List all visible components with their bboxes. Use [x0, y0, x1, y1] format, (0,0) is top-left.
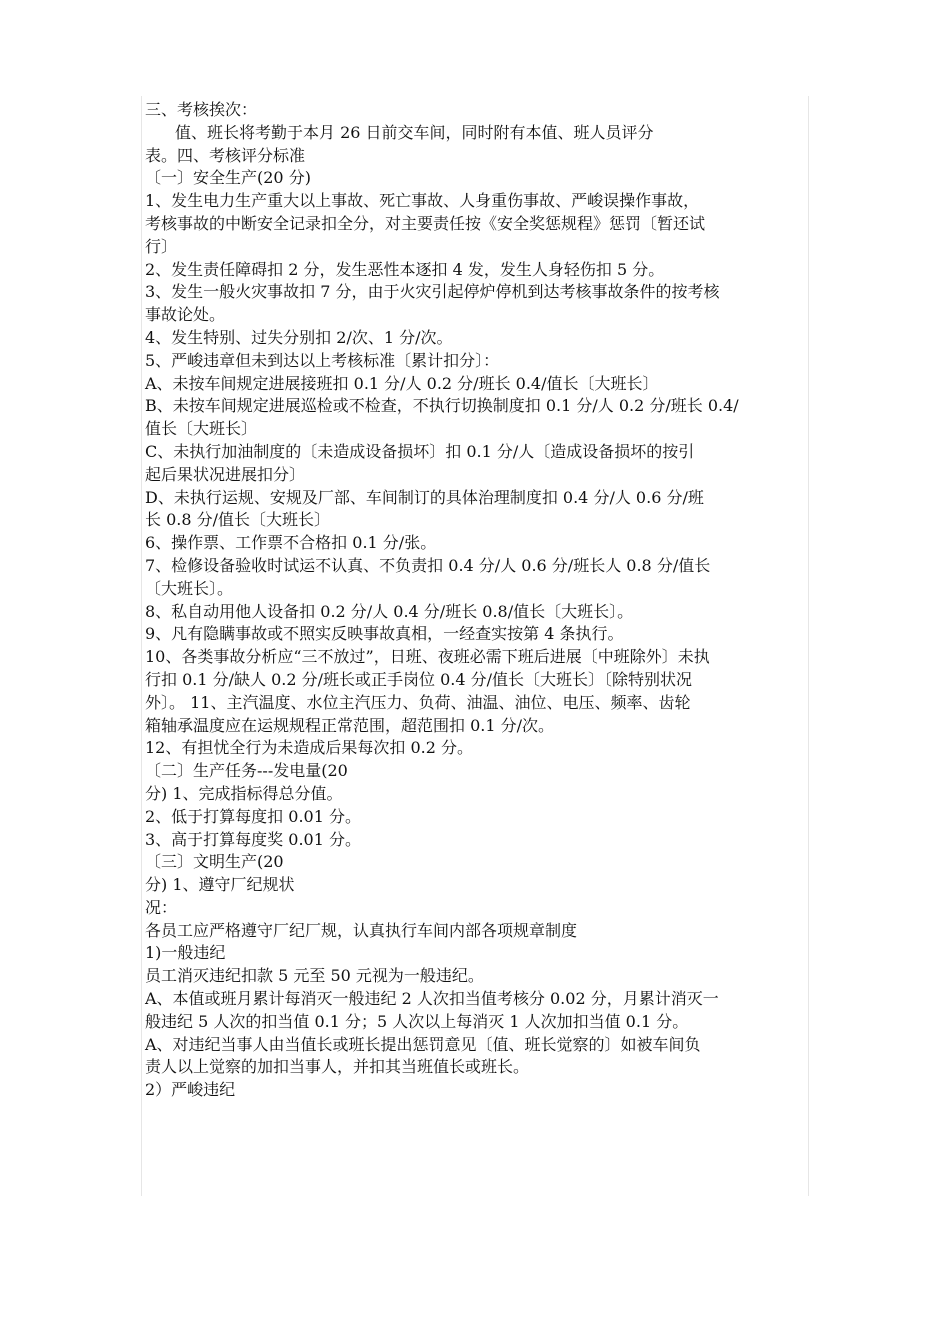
- text-line: 10、各类事故分析应“三不放过”，日班、夜班必需下班后进展〔中班除外〕未执: [145, 647, 710, 667]
- text-line: 般违纪 5 人次的扣当值 0.1 分；5 人次以上每消灭 1 人次加扣当值 0.1 分。: [145, 1011, 689, 1031]
- text-line: 箱轴承温度应在运规规程正常范围，超范围扣 0.1 分/次。: [145, 715, 555, 735]
- text-line: 况：: [145, 897, 178, 917]
- text-line: 3、发生一般火灾事故扣 7 分，由于火灾引起停炉停机到达考核事故条件的按考核: [145, 282, 720, 302]
- text-line: A、对违纪当事人由当值长或班长提出惩罚意见〔值、班长觉察的〕如被车间负: [145, 1034, 701, 1054]
- text-line: 分) 1、完成指标得总分值。: [145, 783, 343, 803]
- text-line: 责人以上觉察的加扣当事人，并扣其当班值长或班长。: [145, 1057, 530, 1077]
- text-line: 长 0.8 分/值长〔大班长〕: [145, 510, 331, 530]
- document-body: [145, 99, 820, 1102]
- text-line: 值长〔大班长〕: [145, 419, 258, 439]
- text-line: 分) 1、遵守厂纪规状: [145, 875, 295, 895]
- text-line: A、未按车间规定进展接班扣 0.1 分/人 0.2 分/班长 0.4/值长〔大班长〕: [145, 373, 659, 393]
- section-heading: 表。四、考核评分标准: [145, 145, 306, 165]
- text-line: 3、高于打算每度奖 0.01 分。: [145, 829, 361, 849]
- text-line: 事故论处。: [145, 305, 226, 325]
- text-line: 各员工应严格遵守厂纪厂规，认真执行车间内部各项规章制度: [145, 920, 578, 940]
- text-line: 2）严峻违纪: [145, 1080, 236, 1100]
- left-margin-rule: [141, 96, 142, 1196]
- text-line: 外〕。 11、主汽温度、水位主汽压力、负荷、油温、油位、电压、频率、齿轮: [145, 692, 691, 712]
- text-line: 4、发生特别、过失分别扣 2/次、1 分/次。: [145, 327, 453, 347]
- section-heading: 三、考核挨次：: [145, 100, 258, 119]
- text-line: 起后果状况进展扣分〕: [145, 464, 306, 484]
- text-line: A、本值或班月累计每消灭一般违纪 2 人次扣当值考核分 0.02 分，月累计消灭一: [145, 989, 719, 1009]
- text-line: 值、班长将考勤于本月 26 日前交车间，同时附有本值、班人员评分: [175, 122, 654, 142]
- subsection-heading: 〔一〕安全生产(20 分): [145, 168, 311, 188]
- text-line: 1)一般违纪: [145, 943, 226, 963]
- text-line: D、未执行运规、安规及厂部、车间制订的具体治理制度扣 0.4 分/人 0.6 分/班: [145, 487, 704, 507]
- text-line: 8、私自动用他人设备扣 0.2 分/人 0.4 分/班长 0.8/值长〔大班长〕。: [145, 601, 634, 621]
- text-line: 行扣 0.1 分/缺人 0.2 分/班长或正手岗位 0.4 分/值长〔大班长〕〔除特别状况: [145, 669, 693, 689]
- subsection-heading: 〔二〕生产任务---发电量(20: [145, 761, 348, 781]
- text-line: 7、检修设备验收时试运不认真、不负责扣 0.4 分/人 0.6 分/班长人 0.8 分/值长: [145, 555, 711, 575]
- text-line: 员工消灭违纪扣款 5 元至 50 元视为一般违纪。: [145, 966, 484, 986]
- text-line: 〔大班长〕。: [145, 578, 234, 598]
- text-line: 考核事故的中断安全记录扣全分，对主要责任按《安全奖惩规程》惩罚〔暂还试: [145, 213, 706, 233]
- text-line: 1、发生电力生产重大以上事故、死亡事故、人身重伤事故、严峻误操作事故，: [145, 191, 700, 211]
- text-line: 12、有担忧全行为未造成后果每次扣 0.2 分。: [145, 738, 473, 758]
- text-line: C、未执行加油制度的〔未造成设备损坏〕扣 0.1 分/人〔造成设备损坏的按引: [145, 441, 695, 461]
- text-line: 2、发生责任障碍扣 2 分，发生恶性本逐扣 4 发，发生人身轻伤扣 5 分。: [145, 259, 665, 279]
- text-line: 9、凡有隐瞒事故或不照实反映事故真相，一经查实按第 4 条执行。: [145, 624, 624, 644]
- text-line: B、未按车间规定进展巡检或不检查，不执行切换制度扣 0.1 分/人 0.2 分/班长 0.4/: [145, 396, 739, 416]
- text-line: 2、低于打算每度扣 0.01 分。: [145, 806, 361, 826]
- text-line: 行〕: [145, 236, 178, 256]
- subsection-heading: 〔三〕文明生产(20: [145, 852, 284, 872]
- text-line: 5、严峻违章但未到达以上考核标准〔累计扣分〕：: [145, 350, 500, 370]
- text-line: 6、操作票、工作票不合格扣 0.1 分/张。: [145, 533, 437, 553]
